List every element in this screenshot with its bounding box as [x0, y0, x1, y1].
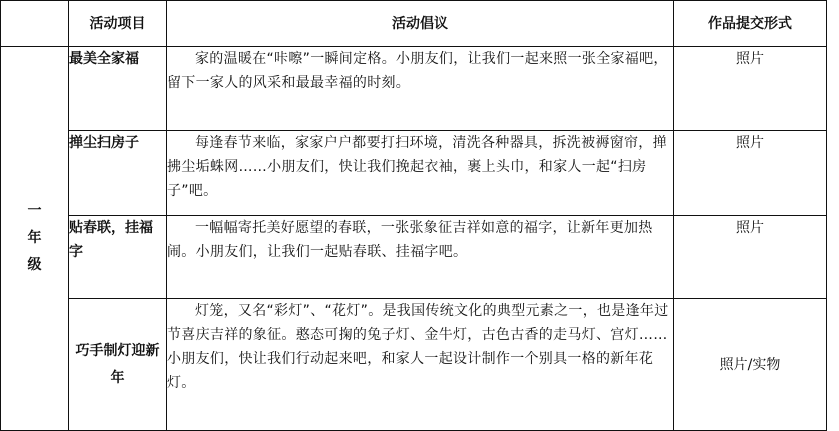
activity-proposal-cell — [167, 216, 674, 299]
header-grade — [1, 1, 69, 47]
table-row — [1, 216, 827, 299]
header-activity: 活动项目 — [69, 1, 167, 47]
table-row — [1, 299, 827, 431]
activity-name: 最美全家福 — [69, 47, 167, 131]
activity-proposal-cell — [167, 299, 674, 431]
activity-proposal: 一幅幅寄托美好愿望的春联，一张张象征吉祥如意的福字，让新年更加热闹。小朋友们，让我们一起贴春联、挂福字吧。 — [167, 220, 653, 260]
activity-proposal-cell — [167, 131, 674, 216]
submission-form: 照片 — [674, 47, 827, 131]
submission-form: 照片 — [674, 131, 827, 216]
activity-name: 贴春联，挂福字 — [69, 216, 167, 299]
submission-form: 照片 — [674, 216, 827, 299]
grade-label: 一年级 — [27, 203, 42, 273]
activity-proposal: 家的温暖在“咔嚓”一瞬间定格。小朋友们，让我们一起来照一张全家福吧，留下一家人的风采和最最幸福的时刻。 — [167, 51, 668, 91]
header-proposal: 活动倡议 — [167, 1, 674, 47]
activity-proposal: 每逢春节来临，家家户户都要打扫环境，清洗各种器具，拆洗被褥窗帘，掸拂尘垢蛛网……小朋友们，快让我们挽起衣袖，裹上头巾，和家人一起“扫房子”吧。 — [167, 135, 667, 199]
header-row — [1, 1, 827, 47]
activity-name: 巧手制灯迎新年 — [69, 299, 167, 431]
activity-proposal: 灯笼，又名“彩灯”、“花灯”。是我国传统文化的典型元素之一，也是逢年过节喜庆吉祥的象征。憨态可掬的兔子灯、金牛灯，古色古香的走马灯、宫灯……小朋友们，快让我们行动起来吧，和家人一起设计制作一个别具一格的新年花灯。 — [167, 303, 669, 391]
grade-cell — [1, 47, 69, 431]
table-row — [1, 131, 827, 216]
activity-name: 掸尘扫房子 — [69, 131, 167, 216]
header-submission: 作品提交形式 — [674, 1, 827, 47]
activity-proposal-cell — [167, 47, 674, 131]
submission-form: 照片/实物 — [674, 299, 827, 431]
table-row — [1, 47, 827, 131]
